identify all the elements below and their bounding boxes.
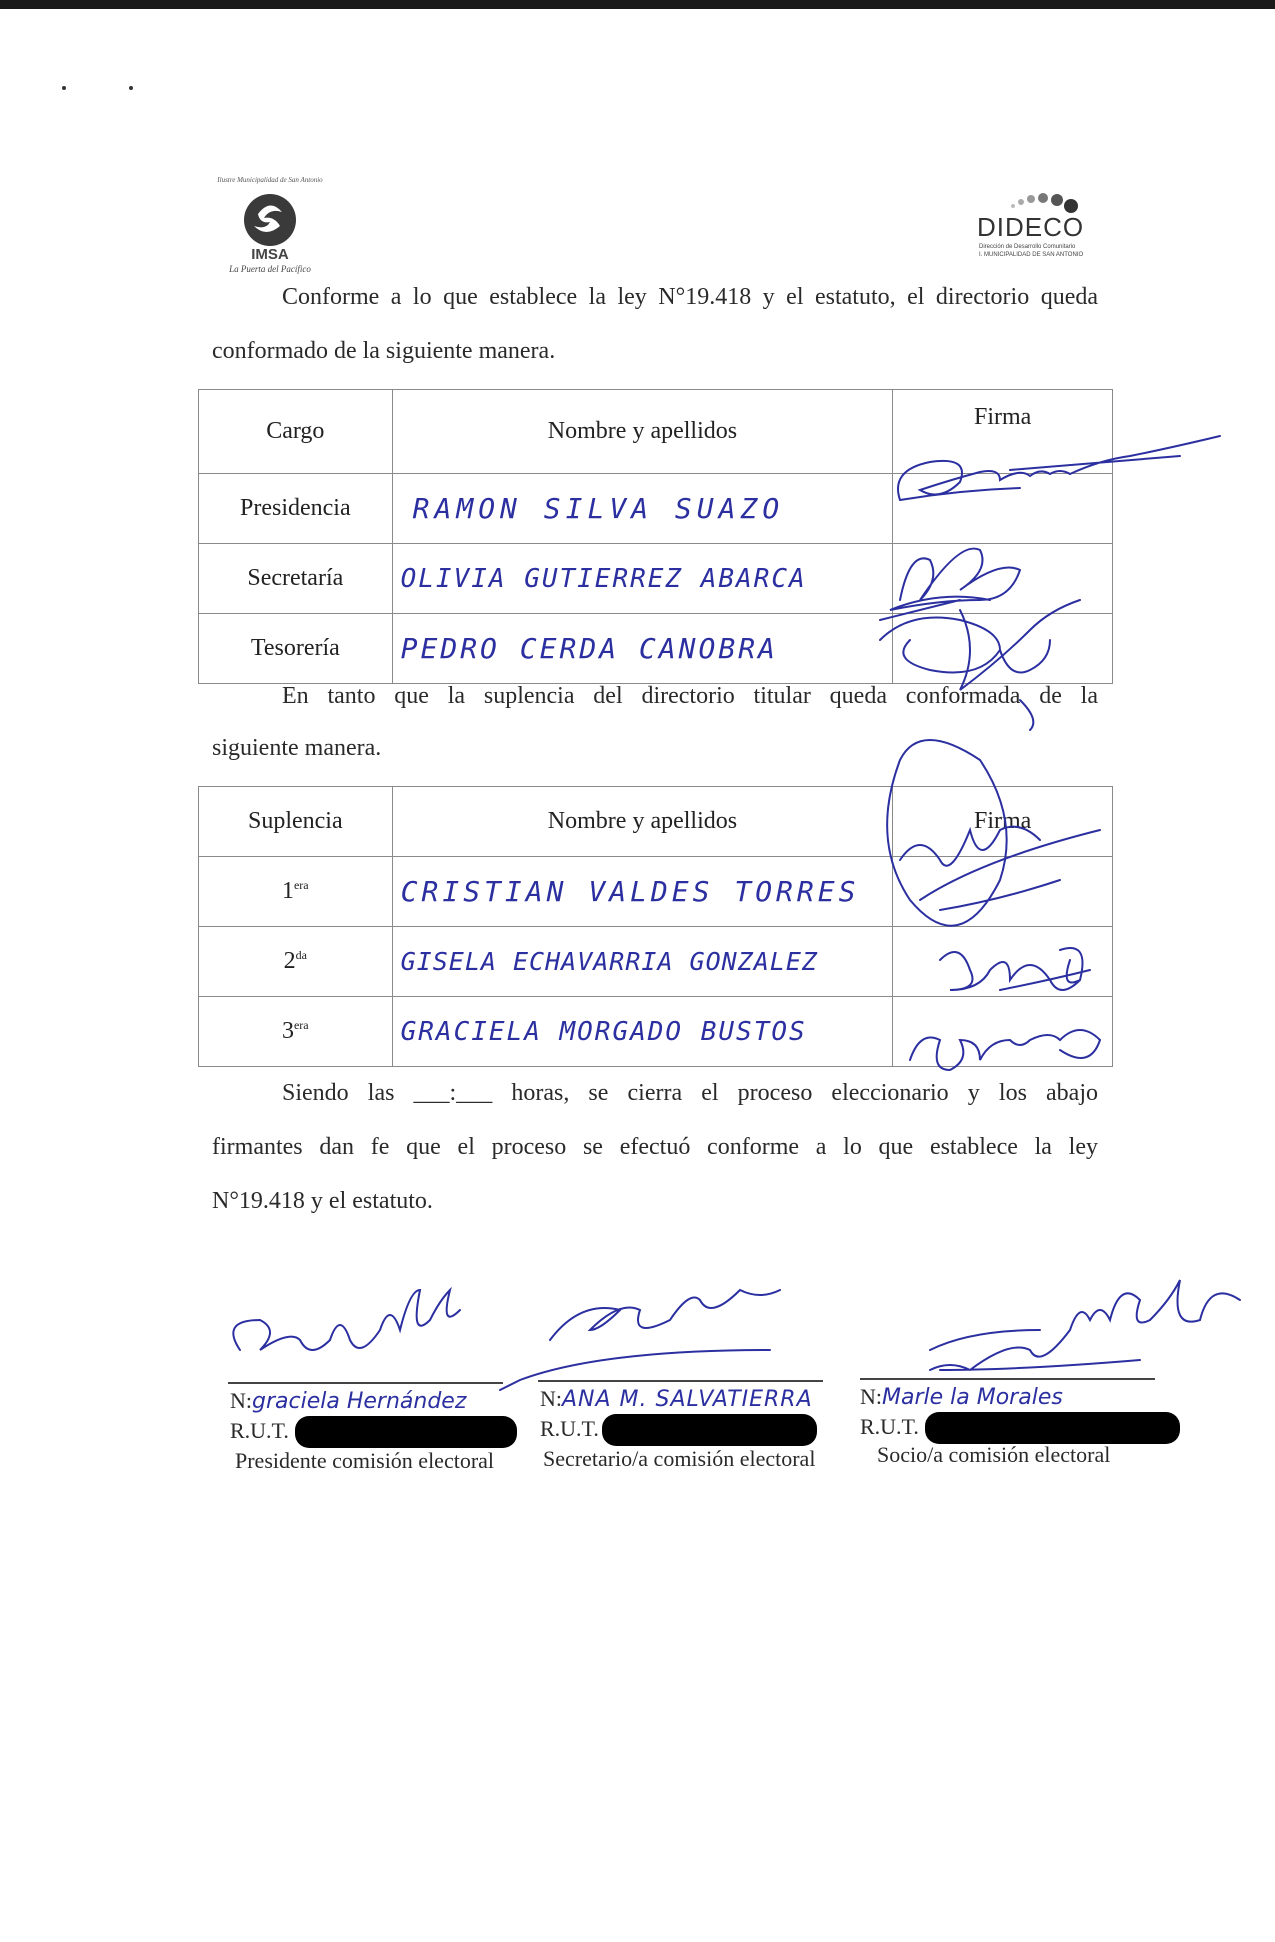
header-suplencia: Suplencia xyxy=(199,787,393,857)
ordinal-number: 1 xyxy=(281,878,294,904)
signatory-role: Socio/a comisión electoral xyxy=(877,1442,1111,1467)
cargo-cell: Secretaría xyxy=(199,544,393,614)
dideco-subtitle: Dirección de Desarrollo Comunitario xyxy=(979,244,1076,250)
header-nombre: Nombre y apellidos xyxy=(392,390,893,474)
dideco-subtitle-2: I. MUNICIPALIDAD DE SAN ANTONIO xyxy=(979,252,1084,258)
header-firma: Firma xyxy=(893,390,1113,474)
signature-socio-comision xyxy=(930,1280,1240,1370)
redacted-rut xyxy=(295,1416,517,1448)
signature-secretario-comision xyxy=(500,1290,780,1390)
signatory-role: Secretario/a comisión electoral xyxy=(543,1446,816,1471)
cargo-cell: Tesorería xyxy=(199,614,393,684)
handwritten-name: CRISTIAN VALDES TORRES xyxy=(400,875,860,908)
closing-line: Siendo las ___:___ horas, se cierra el proceso eleccionario y los abajo xyxy=(282,1080,1098,1106)
signature-line xyxy=(538,1380,823,1382)
handwritten-name: PEDRO CERDA CANOBRA xyxy=(400,632,778,665)
intro-line: conformado de la siguiente manera. xyxy=(212,338,556,364)
handwritten-name: GISELA ECHAVARRIA GONZALEZ xyxy=(400,946,818,976)
header-nombre: Nombre y apellidos xyxy=(392,787,893,857)
handwritten-name: GRACIELA MORGADO BUSTOS xyxy=(400,1016,807,1047)
signature-suplente-2 xyxy=(940,948,1090,990)
signature-secretaria xyxy=(880,549,1020,620)
redacted-rut xyxy=(602,1414,817,1446)
signature-line xyxy=(860,1378,1155,1380)
signature-line xyxy=(228,1382,503,1384)
signatory-handwritten-name: Marle la Morales xyxy=(882,1385,1063,1410)
signatory-name-row xyxy=(860,1384,1063,1410)
rut-label: R.U.T. xyxy=(230,1418,289,1443)
closing-line: firmantes dan fe que el proceso se efectuó conforme a lo que establece la ley xyxy=(212,1134,1098,1160)
signature-suplente-1 xyxy=(887,740,1100,926)
signatory-handwritten-name: graciela Hernández xyxy=(252,1389,467,1414)
signature-tesoreria xyxy=(880,600,1080,730)
rut-label: R.U.T. xyxy=(860,1414,919,1439)
ordinal-number: 2 xyxy=(283,948,296,974)
ordinal-suffix: da xyxy=(295,948,307,962)
signatory-name-row xyxy=(230,1388,466,1414)
rut-label: R.U.T. xyxy=(540,1416,599,1441)
closing-line: N°19.418 y el estatuto. xyxy=(212,1188,433,1214)
signatory-name-row xyxy=(540,1386,813,1412)
ordinal-suffix: era xyxy=(293,878,309,892)
ordinal-number: 3 xyxy=(281,1018,294,1044)
header-firma: Firma xyxy=(893,787,1113,857)
ordinal-suffix: era xyxy=(293,1018,309,1032)
intro-line: siguiente manera. xyxy=(212,735,382,761)
imsa-wordmark: IMSA xyxy=(251,246,289,263)
signature-presidente-comision xyxy=(233,1290,460,1350)
signatory-role: Presidente comisión electoral xyxy=(235,1448,495,1473)
handwritten-name: OLIVIA GUTIERREZ ABARCA xyxy=(400,563,807,594)
name-prefix: N: xyxy=(540,1386,562,1411)
signature-suplente-3 xyxy=(910,1030,1100,1070)
imsa-arc-text: Ilustre Municipalidad de San Antonio xyxy=(217,176,323,184)
intro-line: Conforme a lo que establece la ley N°19.418 y el estatuto, el directorio queda xyxy=(282,284,1098,310)
dideco-wordmark: DIDECO xyxy=(977,212,1085,242)
signatory-handwritten-name: ANA M. SALVATIERRA xyxy=(562,1387,813,1412)
signature-presidencia xyxy=(898,436,1220,500)
name-prefix: N: xyxy=(230,1388,252,1413)
name-prefix: N: xyxy=(860,1384,882,1409)
header-cargo: Cargo xyxy=(199,390,393,474)
cargo-cell: Presidencia xyxy=(199,474,393,544)
handwritten-name: RAMON SILVA SUAZO xyxy=(412,492,785,525)
redacted-rut xyxy=(925,1412,1180,1444)
intro-line: En tanto que la suplencia del directorio titular queda conformada de la xyxy=(282,683,1098,709)
imsa-tagline: La Puerta del Pacífico xyxy=(229,264,311,274)
